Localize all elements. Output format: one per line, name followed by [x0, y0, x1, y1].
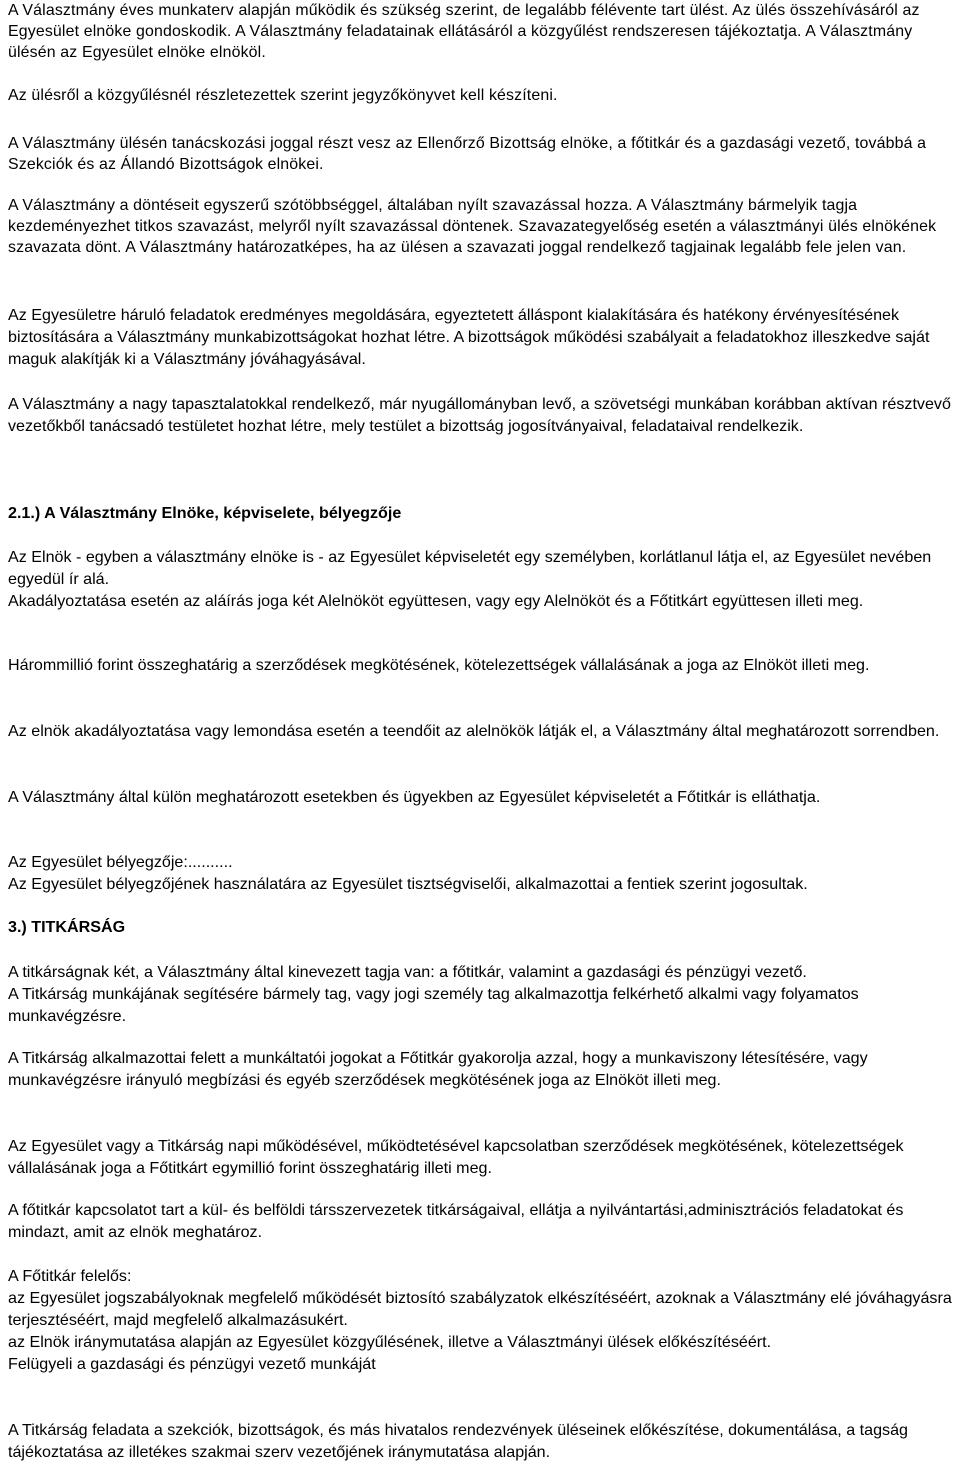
paragraph-fotitkar-kepviselet: A Választmány által külön meghatározott esetekben és ügyekben az Egyesület képviseletét a Főtitkár is elláthatja. — [8, 788, 821, 806]
paragraph-munkabizottsagok: Az Egyesületre háruló feladatok eredményes megoldására, egyeztetett álláspont kialakítására és hatékony érvényesítésének biztosítására a Választmány munkabizottságokat hozhat létre. A bizottságok működési szabályait a feladatokhoz illeszkedve saját maguk alakítják ki a Választmány jóváhagyásával. — [8, 306, 930, 368]
paragraph-akadalyoztatas-alairas: Akadályoztatása esetén az aláírás joga két Alelnököt együttesen, vagy egy Alelnököt és a Főtitkárt együttesen illeti meg. — [8, 592, 864, 610]
paragraph-dontesek: A Választmány a döntéseit egyszerű szótöbbséggel, általában nyílt szavazással hozza. A Választmány bármelyik tagja kezdeményezhet titkos szavazást, melyről nyílt szavazással döntenek. Szavazategyelőség esetén a választmányi ülés elnökének szavazata dönt. A Választmány határozatképes, ha az ülésen a szavazati joggal rendelkező tagjainak legalább fele jelen van. — [8, 197, 937, 256]
paragraph-szabalyzatok: az Egyesület jogszabályoknak megfelelő működését biztosító szabályzatok elkészítéséért, azoknak a Választmány elé jóváhagyásra terjesztéséért, majd megfelelő alkalmazásukért. — [8, 1289, 952, 1329]
paragraph-gazdasagi-vezeto: Felügyeli a gazdasági és pénzügyi vezető munkáját — [8, 1355, 376, 1373]
paragraph-fotitkar-kapcsolat: A főtitkár kapcsolatot tart a kül- és belföldi társszervezetek titkárságaival, ellátja a nyilvántartási,adminisztrációs feladatokat és mindazt, amit az elnök meghatároz. — [8, 1201, 904, 1241]
paragraph-belyegzo: Az Egyesület bélyegzője:.......... — [8, 853, 233, 871]
paragraph-kozgyules-elokeszites: az Elnök iránymutatása alapján az Egyesület közgyűlésének, illetve a Választmányi ülések előkészítéséért. — [8, 1333, 772, 1351]
section-heading-elnok: 2.1.) A Választmány Elnöke, képviselete, bélyegzője — [8, 504, 402, 522]
paragraph-harommillio: Hárommillió forint összeghatárig a szerződések megkötésének, kötelezettségek vállalásának a joga az Elnököt illeti meg. — [8, 656, 870, 674]
paragraph-elnok-kepviselet: Az Elnök - egyben a választmány elnöke is - az Egyesület képviseletét egy személyben, korlátlanul látja el, az Egyesület nevében egyedül ír alá. — [8, 548, 932, 588]
section-heading-titkarsag: 3.) TITKÁRSÁG — [8, 918, 126, 936]
paragraph-fotitkar-felelos: A Főtitkár felelős: — [8, 1267, 132, 1285]
paragraph-tanacsado-testulet: A Választmány a nagy tapasztalatokkal rendelkező, már nyugállományban levő, a szövetségi munkában korábban aktívan résztvevő vezetőkből tanácsadó testületet hozhat létre, mely testület a bizottság jogosítványaival, feladataival rendelkezik. — [8, 395, 951, 435]
paragraph-napi-mukodes: Az Egyesület vagy a Titkárság napi működésével, működtetésével kapcsolatban szerződések megkötésének, kötelezettségek vállalásának joga a Főtitkárt egymillió forint összeghatárig illeti meg. — [8, 1137, 904, 1177]
paragraph-belyegzo-hasznalat: Az Egyesület bélyegzőjének használatára az Egyesület tisztségviselői, alkalmazottai a fentiek szerint jogosultak. — [8, 875, 808, 893]
paragraph-tanacskozasi-jog: A Választmány ülésén tanácskozási joggal részt vesz az Ellenőrző Bizottság elnöke, a főtitkár és a gazdasági vezető, továbbá a Szekciók és az Állandó Bizottságok elnökei. — [8, 135, 927, 173]
paragraph-jegyzokonyv: Az ülésről a közgyűlésnél részletezettek szerint jegyzőkönyvet kell készíteni. — [8, 87, 558, 104]
paragraph-titkarsag-segites: A Titkárság munkájának segítésére bármely tag, vagy jogi személy tag alkalmazottja felkérhető alkalmi vagy folyamatos munkavégzésre. — [8, 985, 859, 1025]
paragraph-munkaltatoi-jogok: A Titkárság alkalmazottai felett a munkáltatói jogokat a Főtitkár gyakorolja azzal, hogy a munkaviszony létesítésére, vagy munkavégzésre irányuló megbízási és egyéb szerződések megkötésének joga az Elnököt illeti meg. — [8, 1049, 868, 1089]
paragraph-elnok-lemondas: Az elnök akadályoztatása vagy lemondása esetén a teendőit az alelnökök látják el, a Választmány által meghatározott sorrendben. — [8, 722, 940, 740]
paragraph-titkarsag-feladata: A Titkárság feladata a szekciók, bizottságok, és más hivatalos rendezvények üléseinek előkészítése, dokumentálása, a tagság tájékoztatása az illetékes szakmai szerv vezetőjének iránymutatása alapján. — [8, 1421, 908, 1461]
paragraph-titkarsag-tagjai: A titkárságnak két, a Választmány által kinevezett tagja van: a főtitkár, valamint a gazdasági és pénzügyi vezető. — [8, 963, 807, 981]
paragraph-valasztmany-ules: A Választmány éves munkaterv alapján működik és szükség szerint, de legalább félévente tart ülést. Az ülés összehívásáról az Egyesület elnöke gondoskodik. A Választmány feladatainak ellátásáról a közgyűlést rendszeresen tájékoztatja. A Választmány ülésén az Egyesület elnöke elnököl. — [8, 2, 920, 61]
